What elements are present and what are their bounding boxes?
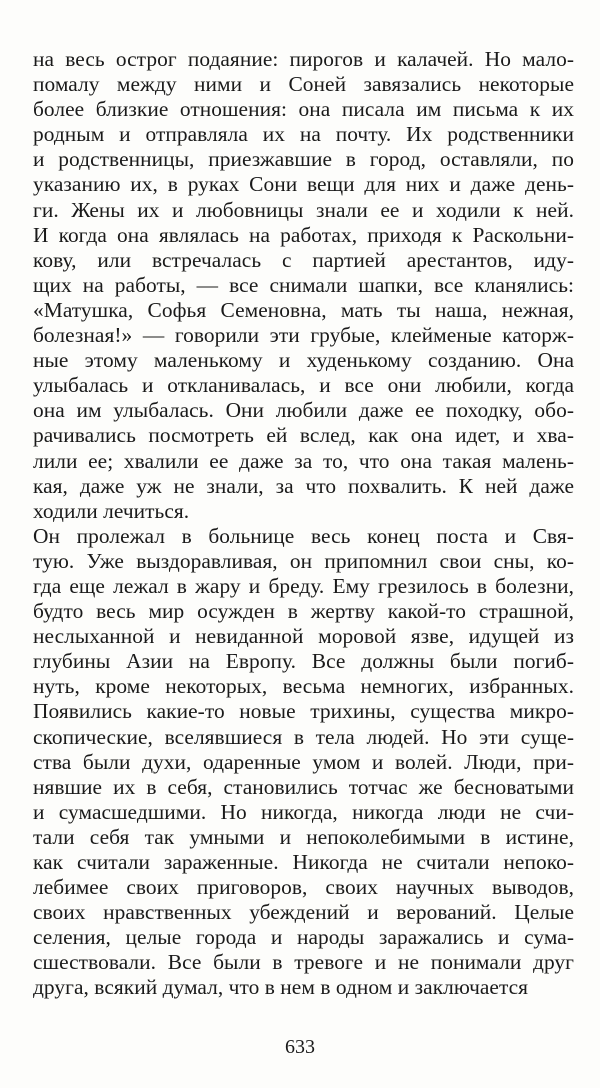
text-line: селения, целые города и народы заражались и сума- xyxy=(33,925,574,950)
text-line: кову, или встречалась с партией арестантов, иду- xyxy=(33,247,574,272)
paragraph-1 xyxy=(33,47,574,524)
text-line: Он пролежал в больнице весь конец поста и Свя- xyxy=(33,523,574,548)
text-line: неслыханной и невиданной моровой язве, идущей из xyxy=(33,624,574,649)
text-line: и сумасшедшими. Но никогда, никогда люди не счи- xyxy=(33,799,574,824)
text-line: «Матушка, Софья Семеновна, мать ты наша, нежная, xyxy=(33,297,574,322)
text-line: лебимее своих приговоров, своих научных выводов, xyxy=(33,875,574,900)
text-line: и родственницы, приезжавшие в город, оставляли, по xyxy=(33,147,574,172)
text-line: улыбалась и откланивалась, и все они любили, когда xyxy=(33,373,574,398)
text-line: щих на работы, — все снимали шапки, все кланялись: xyxy=(33,272,574,297)
text-line: более близкие отношения: она писала им письма к их xyxy=(33,97,574,122)
text-line: своих нравственных убеждений и верований. Целые xyxy=(33,900,574,925)
page-number: 633 xyxy=(285,1036,315,1058)
text-line: родным и отправляла их на почту. Их родственники xyxy=(33,122,574,147)
text-line: друга, всякий думал, что в нем в одном и заключается xyxy=(33,975,529,1000)
text-line: гда еще лежал в жару и бреду. Ему грезилось в болезни, xyxy=(33,573,574,598)
text-line: на весь острог подаяние: пирогов и калачей. Но мало- xyxy=(33,47,574,71)
text-line: сшествовали. Все были в тревоге и не понимали друг xyxy=(33,950,574,975)
text-line: нявшие их в себя, становились тотчас же бесноватыми xyxy=(33,774,574,799)
text-line: помалу между ними и Соней завязались некоторые xyxy=(33,72,574,97)
text-line: нуть, кроме некоторых, весьма немногих, избранных. xyxy=(33,674,574,699)
text-line: тали себя так умными и непоколебимыми в истине, xyxy=(33,824,574,849)
text-line: рачивались посмотреть ей вслед, как она идет, и хва- xyxy=(33,423,574,448)
text-line: тую. Уже выздоравливая, он припомнил свои сны, ко- xyxy=(33,548,574,573)
text-line: ные этому маленькому и худенькому созданию. Она xyxy=(33,348,574,373)
text-line: будто весь мир осужден в жертву какой-то страшной, xyxy=(33,599,574,624)
text-line: глубины Азии на Европу. Все должны были погиб- xyxy=(33,649,574,674)
text-line: лили ее; хвалили ее даже за то, что она такая малень- xyxy=(33,448,574,473)
text-line: Появились какие-то новые трихины, существа микро- xyxy=(33,699,574,724)
page-text xyxy=(33,47,574,1001)
text-line: болезная!» — говорили эти грубые, клейменые каторж- xyxy=(33,323,574,348)
text-line: ги. Жены их и любовницы знали ее и ходили к ней. xyxy=(33,197,574,222)
text-line: И когда она являлась на работах, приходя к Раскольни- xyxy=(33,222,574,247)
text-line: кая, даже уж не знали, за что похвалить. К ней даже xyxy=(33,473,574,498)
text-line: ства были духи, одаренные умом и волей. Люди, при- xyxy=(33,749,574,774)
text-line: указанию их, в руках Сони вещи для них и даже день- xyxy=(33,172,574,197)
paragraph-2 xyxy=(33,524,574,1001)
text-line: скопические, вселявшиеся в тела людей. Но эти суще- xyxy=(33,724,574,749)
text-line: как считали зараженные. Никогда не считали непоко- xyxy=(33,850,574,874)
text-line: ходили лечиться. xyxy=(33,498,190,523)
text-line: она им улыбалась. Они любили даже ее походку, обо- xyxy=(33,398,574,423)
